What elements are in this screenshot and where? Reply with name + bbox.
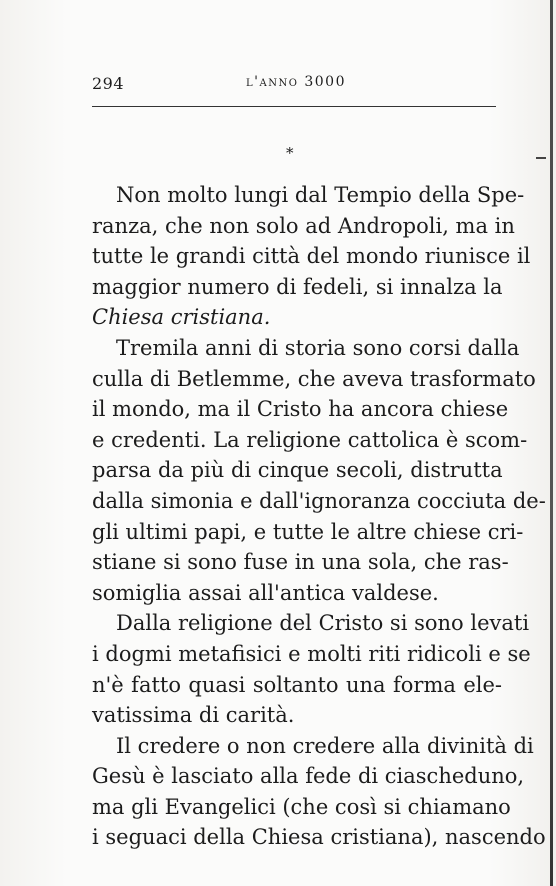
text-line: parsa da più di cinque secoli, distrutta [92, 458, 503, 483]
text-line: il mondo, ma il Cristo ha ancora chiese [92, 397, 509, 422]
paragraph [92, 608, 531, 730]
section-ornament: * [286, 144, 294, 162]
text-line: culla di Betlemme, che aveva trasformato [92, 366, 536, 391]
body-text [92, 180, 546, 853]
paragraph [92, 731, 546, 853]
text-line: i dogmi metafisici e molti riti ridicoli e se [92, 641, 531, 666]
text-line: Il credere o non credere alla divinità di [116, 733, 534, 758]
text-line: tutte le grandi città del mondo riunisce il [92, 244, 531, 269]
text-line: somiglia assai all'antica valdese. [92, 580, 439, 605]
text-line: ranza, che non solo ad Andropoli, ma in [92, 213, 515, 238]
text-line: stiane si sono fuse in una sola, che ras- [92, 550, 509, 575]
text-line: vatissima di carità. [92, 703, 295, 728]
page-edge [550, 0, 553, 886]
text-line: Chiesa cristiana. [92, 305, 271, 330]
text-line: n'è fatto quasi soltanto una forma ele- [92, 672, 502, 697]
text-line: maggior numero di fedeli, si innalza la [92, 274, 503, 299]
paragraph [92, 333, 546, 608]
paragraph [92, 180, 531, 333]
text-line: Gesù è lasciato alla fede di ciascheduno, [92, 764, 525, 789]
text-line: Tremila anni di storia sono corsi dalla [116, 335, 520, 360]
text-line: e credenti. La religione cattolica è scom- [92, 427, 528, 452]
text-line: dalla simonia e dall'ignoranza cocciuta de- [92, 488, 546, 513]
text-line: ma gli Evangelici (che così si chiamano [92, 794, 511, 819]
text-line: Non molto lungi dal Tempio della Spe- [116, 183, 525, 207]
running-title: l'anno 3000 [246, 74, 346, 90]
text-line: gli ultimi papi, e tutte le altre chiese cri- [92, 519, 524, 544]
text-line: Dalla religione del Cristo si sono levati [116, 611, 530, 636]
text-line: i seguaci della Chiesa cristiana), nascendo [92, 825, 546, 850]
page-number: 294 [92, 74, 125, 93]
edge-mark [536, 157, 546, 159]
header-rule [92, 106, 496, 107]
page-header [92, 74, 496, 98]
